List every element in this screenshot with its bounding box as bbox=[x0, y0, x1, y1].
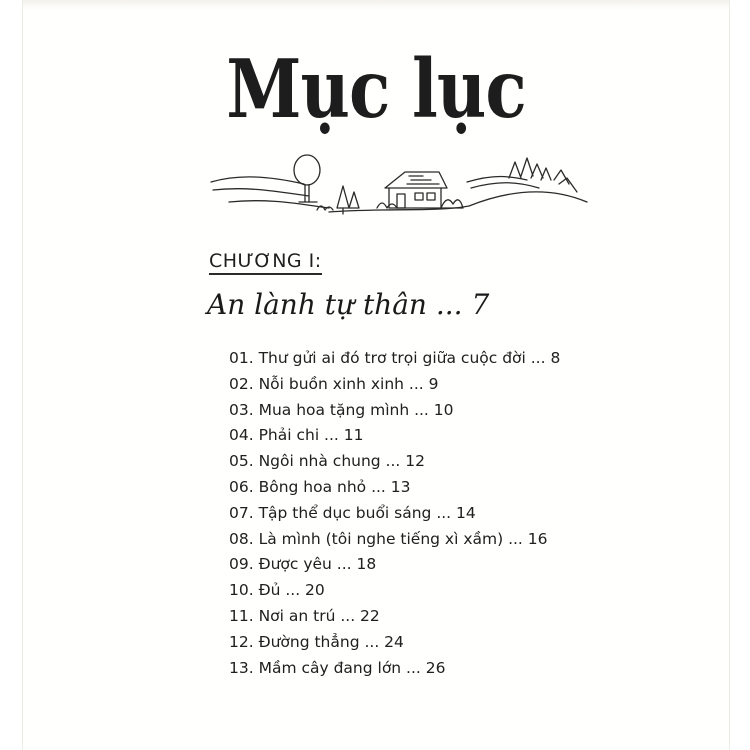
page-title: Mục lục bbox=[226, 42, 526, 138]
toc-item: 06. Bông hoa nhỏ ... 13 bbox=[229, 477, 411, 496]
toc-item: 13. Mầm cây đang lớn ... 26 bbox=[229, 658, 446, 677]
landscape-illustration bbox=[209, 150, 589, 220]
toc-item: 04. Phải chi ... 11 bbox=[229, 426, 364, 445]
page-top-edge bbox=[23, 0, 729, 10]
toc-item: 11. Nơi an trú ... 22 bbox=[229, 606, 380, 625]
book-page bbox=[22, 0, 730, 750]
toc-item: 09. Được yêu ... 18 bbox=[229, 555, 377, 574]
chapter-label: CHƯƠNG I: bbox=[209, 250, 322, 275]
toc-item: 02. Nỗi buồn xinh xinh ... 9 bbox=[229, 374, 439, 393]
toc-item: 08. Là mình (tôi nghe tiếng xì xầm) ... 16 bbox=[229, 529, 548, 548]
chapter-title: An lành tự thân ... 7 bbox=[207, 288, 490, 321]
toc-item: 01. Thư gửi ai đó trơ trọi giữa cuộc đời ... 8 bbox=[229, 349, 561, 367]
toc-item: 03. Mua hoa tặng mình ... 10 bbox=[229, 400, 454, 419]
toc-item: 12. Đường thẳng ... 24 bbox=[229, 632, 404, 651]
toc-item: 05. Ngôi nhà chung ... 12 bbox=[229, 452, 425, 471]
toc-item: 07. Tập thể dục buổi sáng ... 14 bbox=[229, 503, 476, 522]
toc-item: 10. Đủ ... 20 bbox=[229, 581, 325, 600]
table-of-contents bbox=[229, 346, 560, 681]
